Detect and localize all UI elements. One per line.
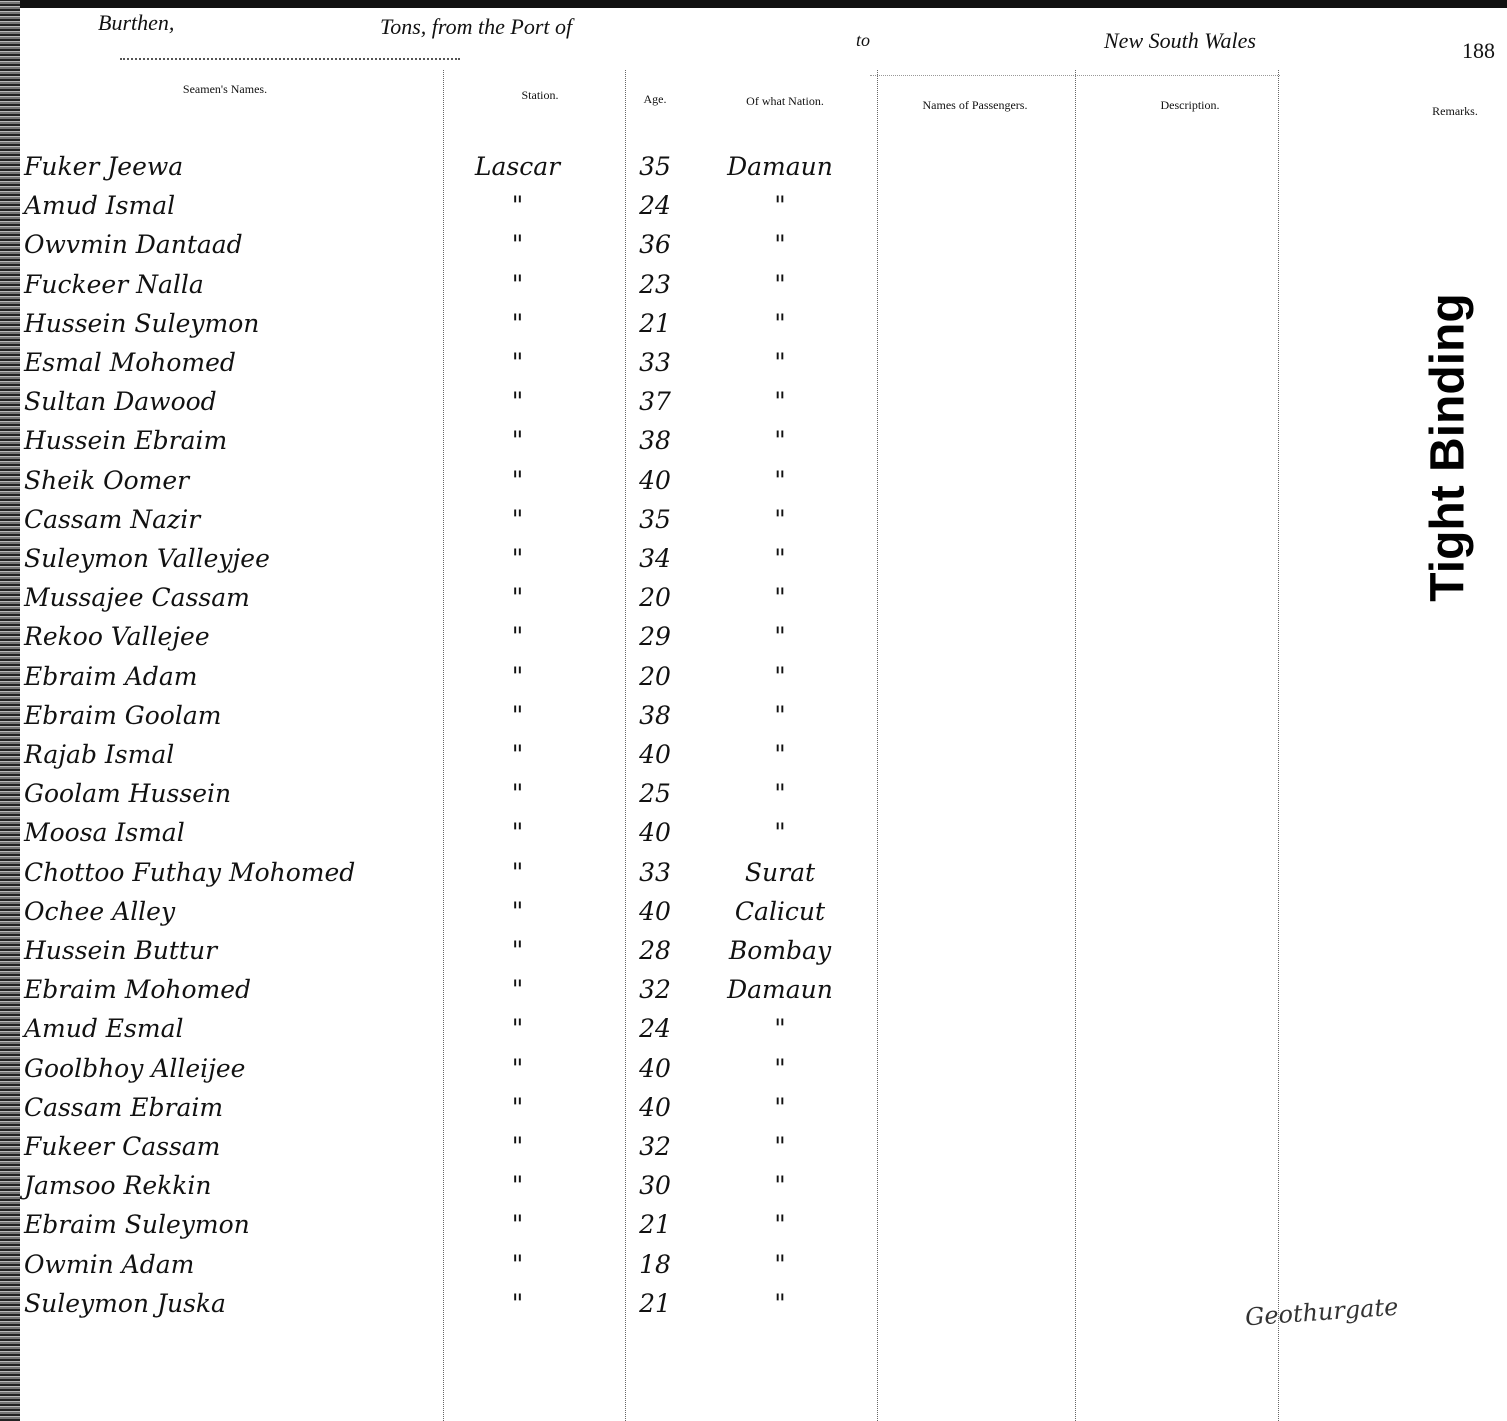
seaman-name: Suleymon Valleyjee: [24, 544, 270, 573]
col-header-remarks: Remarks.: [1432, 104, 1478, 118]
seaman-row: [0, 152, 900, 192]
seaman-station: ": [511, 1014, 524, 1044]
seaman-age: 33: [639, 348, 671, 377]
seaman-nation: ": [774, 1171, 786, 1201]
seaman-name: Ebraim Mohomed: [24, 975, 252, 1005]
seaman-nation: ": [774, 191, 786, 221]
seaman-name: Rekoo Vallejee: [24, 622, 210, 652]
col-header-age: Age.: [643, 92, 667, 106]
seaman-station: Lascar: [474, 152, 561, 181]
seaman-age: 28: [639, 936, 671, 965]
seaman-nation: ": [774, 1210, 786, 1240]
seaman-age: 29: [639, 622, 671, 652]
seaman-row: [0, 544, 900, 584]
seaman-station: ": [511, 348, 524, 377]
seaman-nation: ": [774, 1014, 786, 1044]
seaman-age: 32: [639, 1132, 671, 1161]
seaman-station: ": [511, 1288, 524, 1318]
seaman-nation: ": [774, 308, 786, 338]
seaman-age: 24: [639, 191, 671, 221]
seaman-name: Owvmin Dantaad: [24, 230, 243, 260]
seaman-row: [0, 1210, 900, 1250]
seaman-row: [0, 1014, 900, 1054]
seaman-row: [0, 818, 900, 858]
seaman-row: [0, 936, 900, 976]
seaman-station: ": [511, 1132, 524, 1161]
seaman-nation: Surat: [744, 857, 816, 887]
seaman-nation: ": [774, 779, 786, 809]
seaman-name: Ebraim Goolam: [24, 700, 222, 730]
seaman-nation: ": [774, 1132, 786, 1161]
seaman-nation: ": [774, 700, 786, 730]
seaman-row: [0, 1132, 900, 1172]
seaman-age: 40: [639, 1053, 671, 1083]
seaman-age: 35: [639, 152, 671, 181]
seaman-name: Ebraim Adam: [24, 661, 198, 691]
seaman-age: 21: [639, 1288, 671, 1318]
seaman-nation: ": [774, 622, 786, 652]
seaman-station: ": [511, 387, 524, 417]
seaman-age: 40: [639, 1092, 671, 1122]
seaman-name: Goolam Hussein: [24, 779, 232, 809]
seaman-station: ": [511, 975, 524, 1005]
seaman-age: 36: [639, 230, 671, 260]
seaman-nation: ": [774, 230, 786, 260]
seaman-row: [0, 740, 900, 780]
seaman-row: [0, 583, 900, 623]
seaman-name: Goolbhoy Alleijee: [24, 1053, 246, 1083]
seaman-row: [0, 662, 900, 702]
seaman-station: ": [511, 269, 524, 299]
seaman-station: ": [511, 857, 524, 887]
seaman-name: Fukeer Cassam: [24, 1132, 221, 1161]
seaman-row: [0, 270, 900, 310]
seaman-station: ": [511, 504, 524, 534]
to-label: to: [856, 30, 871, 50]
seaman-row: [0, 1250, 900, 1290]
seaman-nation: Damaun: [727, 152, 833, 181]
seaman-name: Jamsoo Rekkin: [24, 1171, 212, 1201]
seaman-nation: ": [774, 1249, 786, 1279]
tight-binding-stamp: Tight Binding: [1421, 293, 1475, 602]
seaman-age: 23: [639, 269, 671, 299]
seaman-row: [0, 309, 900, 349]
seaman-station: ": [511, 622, 524, 652]
seaman-name: Fuker Jeewa: [24, 152, 184, 181]
seaman-age: 40: [639, 740, 671, 769]
seaman-name: Esmal Mohomed: [24, 348, 236, 377]
seaman-station: ": [511, 583, 524, 613]
seaman-age: 32: [639, 975, 671, 1005]
seaman-row: [0, 1289, 900, 1329]
seaman-age: 21: [639, 308, 671, 338]
seaman-nation: Damaun: [727, 975, 833, 1005]
seaman-nation: ": [774, 1053, 786, 1083]
seaman-station: ": [511, 426, 524, 456]
seaman-name: Suleymon Juska: [24, 1288, 226, 1318]
seaman-station: ": [511, 661, 524, 691]
tons-from-port-label: Tons, from the Port of: [380, 14, 573, 39]
seaman-name: Fuckeer Nalla: [24, 269, 204, 299]
seaman-name: Cassam Ebraim: [24, 1092, 224, 1122]
seaman-station: ": [511, 1210, 524, 1240]
seaman-row: [0, 387, 900, 427]
seaman-age: 40: [639, 465, 671, 495]
seaman-name: Owmin Adam: [24, 1249, 195, 1279]
signature: Geothurgate: [1244, 1292, 1400, 1332]
seaman-name: Mussajee Cassam: [24, 583, 250, 613]
seaman-name: Moosa Ismal: [24, 818, 185, 848]
seaman-nation: ": [774, 348, 786, 377]
seaman-station: ": [511, 700, 524, 730]
seaman-nation: ": [774, 1092, 786, 1122]
seaman-nation: ": [774, 740, 786, 769]
seaman-station: ": [511, 779, 524, 809]
destination: New South Wales: [1104, 28, 1256, 53]
seaman-nation: ": [774, 465, 786, 495]
seaman-name: Hussein Buttur: [24, 936, 218, 965]
seaman-age: 30: [639, 1171, 671, 1201]
seaman-row: [0, 1054, 900, 1094]
seaman-station: ": [511, 308, 524, 338]
column-divider: [1075, 70, 1076, 1421]
col-header-station: Station.: [521, 88, 559, 102]
seaman-nation: ": [774, 426, 786, 456]
seaman-station: ": [511, 1092, 524, 1122]
seaman-nation: ": [774, 818, 786, 848]
seaman-nation: ": [774, 269, 786, 299]
seaman-age: 38: [639, 700, 671, 730]
seaman-age: 38: [639, 426, 671, 456]
seaman-age: 25: [639, 779, 671, 809]
seaman-name: Amud Ismal: [24, 191, 176, 221]
seaman-station: ": [511, 230, 524, 260]
seaman-age: 18: [639, 1249, 671, 1279]
seaman-name: Sultan Dawood: [24, 387, 217, 417]
col-header-description: Description.: [1160, 98, 1220, 112]
seaman-row: [0, 191, 900, 231]
seaman-nation: ": [774, 387, 786, 417]
scan-top-edge: [0, 0, 1507, 8]
seaman-station: ": [511, 1053, 524, 1083]
header-rule: [120, 58, 460, 60]
seaman-age: 40: [639, 818, 671, 848]
seaman-row: [0, 466, 900, 506]
seaman-station: ": [511, 465, 524, 495]
seaman-name: Chottoo Futhay Mohomed: [24, 857, 356, 887]
seaman-nation: ": [774, 544, 786, 573]
seaman-nation: ": [774, 661, 786, 691]
seaman-station: ": [511, 1171, 524, 1201]
seaman-station: ": [511, 936, 524, 965]
seaman-age: 37: [639, 387, 671, 417]
seaman-age: 20: [639, 583, 671, 613]
seaman-name: Cassam Nazir: [24, 504, 201, 534]
seaman-nation: ": [774, 583, 786, 613]
seaman-row: [0, 1171, 900, 1211]
seaman-row: [0, 858, 900, 898]
seaman-name: Ochee Alley: [24, 896, 176, 926]
seaman-row: [0, 975, 900, 1015]
seaman-station: ": [511, 818, 524, 848]
seaman-age: 24: [639, 1014, 671, 1044]
seaman-station: ": [511, 740, 524, 769]
col-header-nation: Of what Nation.: [746, 94, 824, 108]
seaman-row: [0, 348, 900, 388]
seaman-age: 35: [639, 504, 671, 534]
seaman-name: Hussein Suleymon: [24, 308, 260, 338]
col-header-passengers: Names of Passengers.: [922, 98, 1028, 112]
seaman-row: [0, 779, 900, 819]
seaman-row: [0, 505, 900, 545]
seaman-nation: Calicut: [734, 896, 826, 926]
seaman-station: ": [511, 896, 524, 926]
seaman-row: [0, 701, 900, 741]
col-header-seamen-names: Seamen's Names.: [182, 82, 268, 96]
seaman-name: Ebraim Suleymon: [24, 1210, 250, 1240]
seaman-age: 21: [639, 1210, 671, 1240]
seaman-row: [0, 622, 900, 662]
seaman-nation: Bombay: [728, 936, 832, 965]
seaman-name: Amud Esmal: [24, 1014, 184, 1044]
page-number: 188: [1462, 38, 1495, 63]
seaman-name: Rajab Ismal: [24, 740, 175, 769]
seaman-station: ": [511, 544, 524, 573]
seaman-name: Hussein Ebraim: [24, 426, 228, 456]
seaman-age: 40: [639, 896, 671, 926]
seaman-row: [0, 426, 900, 466]
seaman-station: ": [511, 191, 524, 221]
seaman-name: Sheik Oomer: [24, 465, 190, 495]
seaman-row: [0, 897, 900, 937]
seaman-nation: ": [774, 1288, 786, 1318]
seaman-row: [0, 230, 900, 270]
column-divider: [1278, 70, 1279, 1421]
seaman-station: ": [511, 1249, 524, 1279]
seaman-row: [0, 1093, 900, 1133]
seaman-age: 20: [639, 661, 671, 691]
seaman-nation: ": [774, 504, 786, 534]
seaman-age: 34: [639, 544, 671, 573]
seaman-age: 33: [639, 857, 671, 887]
burthen-label: Burthen,: [98, 10, 175, 35]
